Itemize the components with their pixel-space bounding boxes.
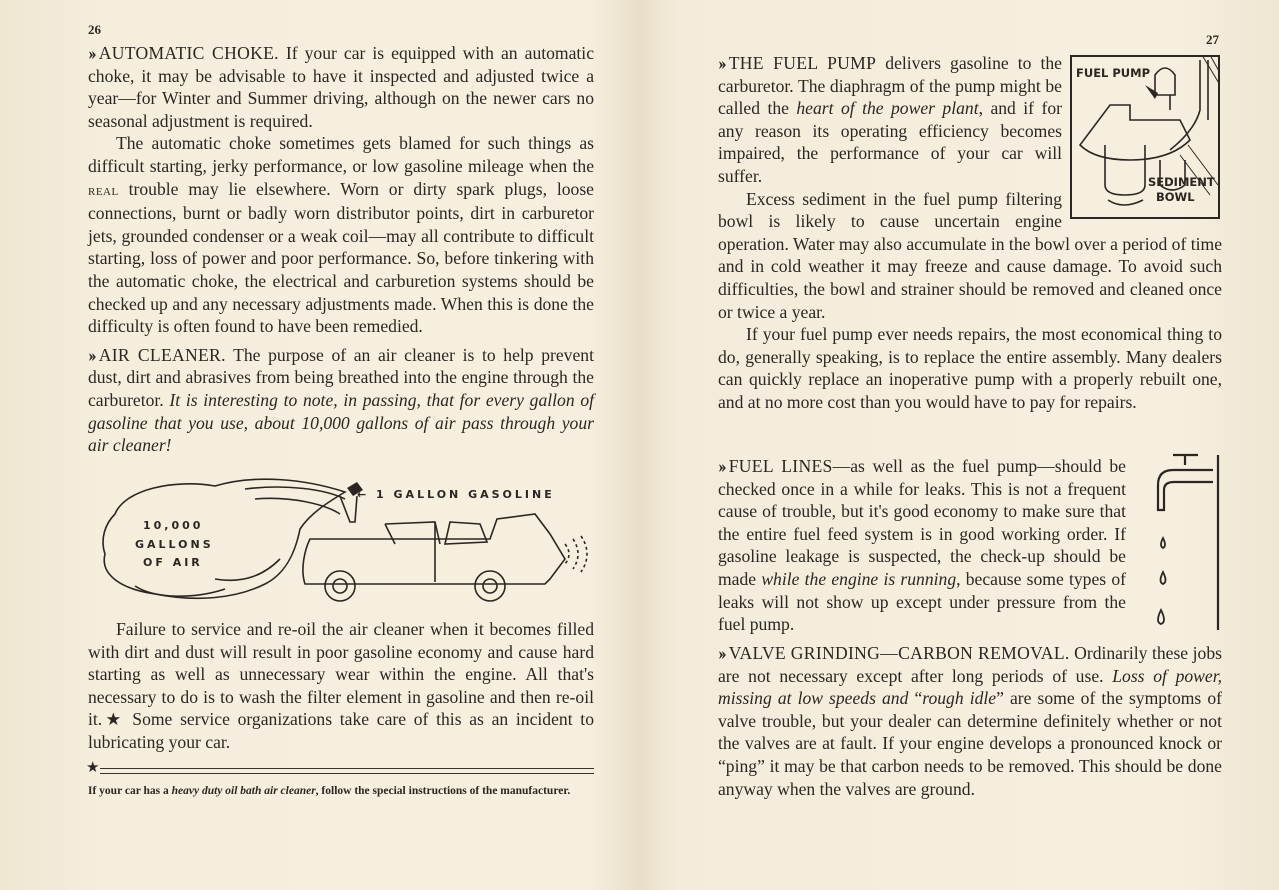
air-label-line1: 10,000 bbox=[143, 519, 204, 532]
text: The automatic choke sometimes gets blamed for such things as difficult starting, jerky performance, or low gasoline mileage when the bbox=[88, 133, 594, 176]
italic-text: rough idle bbox=[922, 688, 997, 709]
chevron-icon: ›› bbox=[718, 643, 724, 663]
air-label-line2: GALLONS bbox=[135, 538, 214, 551]
chevron-icon: ›› bbox=[718, 456, 724, 476]
air-gasoline-car-illustration bbox=[95, 474, 595, 609]
fuel-lines-section bbox=[718, 455, 1126, 636]
air-cleaner-heading: AIR CLEANER. bbox=[98, 344, 226, 365]
gasoline-label: ← 1 GALLON GASOLINE bbox=[357, 488, 555, 501]
italic-text: heavy duty oil bath air cleaner bbox=[171, 785, 316, 797]
text: “ bbox=[908, 688, 923, 709]
sediment-label: SEDIMENT bbox=[1148, 175, 1215, 189]
italic-text: It is interesting to note, in passing, that for every gallon of gasoline that you use, about 10,000 gallons of air pass through your air cleaner! bbox=[88, 389, 594, 456]
footnote-rule bbox=[100, 768, 594, 774]
valve-section bbox=[718, 642, 1222, 800]
text: Failure to service and re-oil the air cleaner when it becomes filled with dirt and dust will result in poor gasoline economy and cause hard starting as well as unnecessary wear within the engine. All that's necessary to do is to wash the filter element in gasoline and then re-oil it. bbox=[88, 619, 594, 730]
text: , and if for any reason its operating efficiency becomes impaired, the performance of your car will suffer. bbox=[718, 98, 1062, 186]
text: —as well as the fuel pump—should be checked once in a while for leaks. This is not a frequent cause of trouble, but it's good economy to make sure that the entire fuel feed system is in good working order. If gasoline leakage is suspected, the check-up should be made bbox=[718, 456, 1126, 589]
automatic-choke-body: If your car is equipped with an automatic choke, it may be advisable to have it inspected and adjusted twice a year—for Winter and Summer driving, although on the newer cars no seasonal adjustment is required. bbox=[88, 43, 594, 131]
left-text-top bbox=[88, 42, 594, 457]
valve-heading: VALVE GRINDING—CARBON REMOVAL. bbox=[728, 643, 1070, 663]
fuel-lines-heading: FUEL LINES bbox=[728, 456, 833, 476]
star-icon: ★ bbox=[102, 709, 125, 730]
chevron-icon: ›› bbox=[88, 43, 94, 63]
automatic-choke-paragraph bbox=[88, 42, 594, 132]
text: Some service organizations take care of this as an incident to lubricating your car. bbox=[88, 709, 594, 752]
italic-text: heart of the power plant bbox=[796, 98, 979, 119]
faucet-drip-illustration bbox=[1148, 450, 1228, 635]
text: , because some types of leaks will not show up except under pressure from the fuel pump. bbox=[718, 568, 1126, 635]
page-number-right: 27 bbox=[1206, 32, 1219, 47]
footnote-star-icon: ★ bbox=[86, 760, 100, 776]
air-label-line3: OF AIR bbox=[143, 556, 203, 569]
fuel-pump-paragraph-2: Excess sediment in the fuel pump filtering bowl is likely to cause uncertain engine operation. Water may also accumulate in the bowl over a period of time and in cold weather it may freeze and cause damage. To avoid such difficulties, the bowl and strainer should be removed and cleaned once or twice a year. bbox=[718, 188, 1222, 322]
air-cleaner-paragraph bbox=[88, 344, 594, 457]
text: The purpose of an air cleaner is to help prevent dust, dirt and abrasives from being breathed into the engine through the carburetor. bbox=[88, 344, 594, 410]
text: delivers gasoline to the carburetor. The diaphragm of the pump might be called the bbox=[718, 53, 1062, 119]
text: , follow the special instructions of the manufacturer. bbox=[315, 785, 571, 797]
page-number-left: 26 bbox=[88, 22, 101, 37]
failure-paragraph bbox=[88, 618, 594, 754]
fuel-pump-heading: THE FUEL PUMP bbox=[728, 53, 877, 73]
text: ” are some of the symptoms of valve trouble, but your dealer can determine definitely whether or not the valves are at fault. If your engine develops a pronounced knock or “ping” it may be that carbon needs to be removed. This should be done anyway when the valves are ground. bbox=[718, 688, 1222, 799]
fuel-pump-paragraph-3: If your fuel pump ever needs repairs, the most economical thing to do, generally speaking, is to replace the entire assembly. Many dealers can quickly replace an inoperative pump with a properly rebuilt one, and at no more cost than you would have to pay for repairs. bbox=[718, 324, 1222, 412]
right-text-top bbox=[718, 52, 1222, 414]
text: If your car has a bbox=[88, 785, 172, 797]
fuel-pump-label: FUEL PUMP bbox=[1076, 66, 1151, 80]
chevron-icon: ›› bbox=[718, 53, 724, 73]
fuel-lines-paragraph bbox=[718, 455, 1126, 636]
italic-text: while the engine is running bbox=[761, 568, 957, 589]
text: Ordinarily these jobs are not necessary except after long periods of use. bbox=[718, 643, 1222, 686]
left-text-bottom bbox=[88, 618, 594, 754]
illustration-spacer bbox=[1062, 52, 1222, 224]
bowl-label: BOWL bbox=[1156, 190, 1195, 204]
chevron-icon: ›› bbox=[88, 344, 94, 365]
text: trouble may lie elsewhere. Worn or dirty spark plugs, loose connections, burnt or badly worn distributor points, dirt in carburetor jets, grounded condenser or a weak coil—may all contribute to difficult starting, loss of power and poor performance. So, before tinkering with the automatic choke, the electrical and carburetion systems should be checked up and any necessary adjustments made. When this is done the difficulty is often found to have been remedied. bbox=[88, 178, 594, 337]
choke-paragraph-2 bbox=[88, 132, 594, 337]
italic-text: Loss of power, missing at low speeds and bbox=[718, 665, 1222, 709]
valve-paragraph bbox=[718, 642, 1222, 800]
smallcaps-text: real bbox=[88, 182, 119, 199]
automatic-choke-heading: AUTOMATIC CHOKE. bbox=[98, 43, 279, 63]
footnote bbox=[88, 784, 594, 798]
